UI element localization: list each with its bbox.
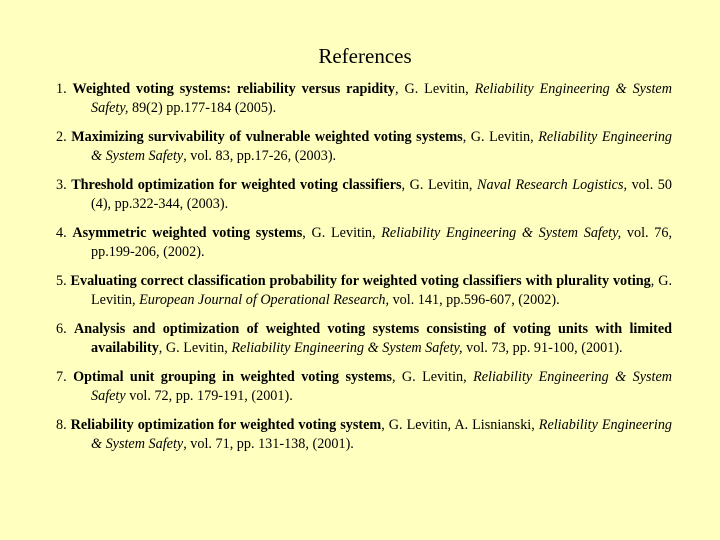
reference-journal: Reliability Engineering & System Safety [91,417,673,452]
reference-title: Maximizing survivability of vulnerable weighted voting systems [71,129,463,145]
reference-title: Optimal unit grouping in weighted voting systems [73,369,392,385]
reference-item [56,80,672,118]
reference-number: 1. [56,81,67,97]
reference-item [56,176,672,214]
reference-item [56,272,672,310]
reference-number: 3. [56,177,67,193]
reference-authors: , G. Levitin, [401,177,478,193]
reference-item [56,416,672,454]
reference-item [56,224,672,262]
reference-number: 4. [56,225,67,241]
reference-number: 5. [56,273,67,289]
reference-authors: , G. Levitin, [391,369,474,385]
reference-journal: Naval Research Logistics [477,177,624,193]
reference-details: , vol. 83, pp.17-26, (2003). [183,148,337,164]
reference-number: 8. [56,417,67,433]
reference-title: Evaluating correct classification probability for weighted voting classifiers with plurality voting [70,273,651,289]
reference-details: vol. 73, pp. 91-100, (2001). [462,340,623,356]
reference-details: vol. 72, pp. 179-191, (2001). [125,388,293,404]
reference-authors: , G. Levitin, A. Lisnianski, [381,417,539,433]
reference-item [56,320,672,358]
reference-details: , vol. 50 (4), pp.322-344, (2003). [91,177,672,212]
reference-title: Asymmetric weighted voting systems [72,225,303,241]
reference-authors: , G. Levitin, [462,129,539,145]
reference-journal: Reliability Engineering & System Safety [91,129,673,164]
reference-journal: Reliability Engineering & System Safety, [91,81,672,116]
reference-journal: Reliability Engineering & System Safety, [231,340,463,356]
reference-title: Weighted voting systems: reliability versus rapidity [72,81,396,97]
reference-number: 7. [56,369,67,385]
reference-title: Analysis and optimization of weighted voting systems consisting of voting units with limited availability [73,321,673,356]
reference-authors: , G. Levitin, [158,340,232,356]
reference-item [56,368,672,406]
page-title: References [318,44,412,68]
reference-details: vol. 141, pp.596-607, (2002). [389,292,560,308]
reference-title: Reliability optimization for weighted voting system [70,417,382,433]
reference-authors: , G. Levitin, [302,225,382,241]
reference-authors: , G. Levitin, [395,81,475,97]
reference-item [56,128,672,166]
reference-details: 89(2) pp.177-184 (2005). [128,100,277,116]
reference-number: 6. [56,321,67,337]
reference-journal: European Journal of Operational Research, [139,292,390,308]
reference-details: vol. 76, pp.199-206, (2002). [91,225,672,260]
reference-journal: Reliability Engineering & System Safety, [381,225,622,241]
references-list [56,80,672,464]
reference-authors: , G. Levitin, [91,273,672,308]
reference-journal: Reliability Engineering & System Safety [91,369,672,404]
reference-title: Threshold optimization for weighted voting classifiers [71,177,402,193]
reference-number: 2. [56,129,67,145]
reference-details: , vol. 71, pp. 131-138, (2001). [183,436,354,452]
